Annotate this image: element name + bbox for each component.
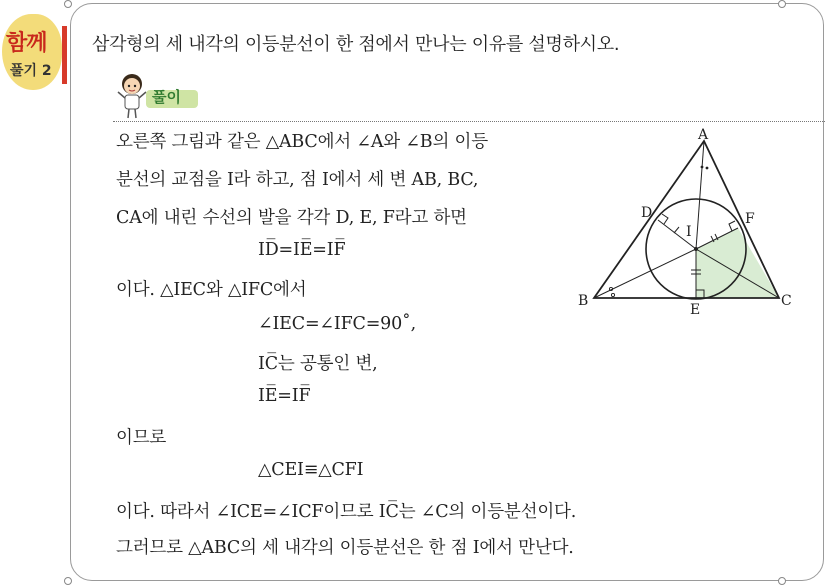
- solution-line: 그러므로 △ABC의 세 내각의 이등분선은 한 점 I에서 만난다.: [116, 538, 574, 558]
- corner-dot: [64, 577, 72, 585]
- angle-mark-a: [701, 166, 704, 169]
- solution-equation: IC̅는 공통인 변,: [258, 354, 378, 374]
- triangle-figure: [570, 125, 810, 325]
- solution-label: 풀이: [152, 88, 181, 106]
- corner-dot: [778, 577, 786, 585]
- right-angle-d: [662, 214, 668, 224]
- corner-dot: [778, 0, 786, 8]
- divider: [113, 121, 825, 122]
- label-f: F: [745, 211, 755, 227]
- angle-mark-b: [611, 293, 614, 296]
- point-i: [694, 247, 698, 251]
- solution-line: 분선의 교점을 I라 하고, 점 I에서 세 변 AB, BC,: [116, 170, 479, 190]
- label-e: E: [690, 302, 701, 318]
- solution-line: 오른쪽 그림과 같은 △ABC에서 ∠A와 ∠B의 이등: [116, 132, 488, 152]
- solution-equation: △CEI≡△CFI: [258, 460, 364, 480]
- tick-id: [674, 227, 679, 233]
- solution-line: 이므로: [116, 428, 167, 448]
- shaded-region: [696, 228, 779, 298]
- solution-equation: ∠IEC=∠IFC=90˚,: [258, 314, 416, 334]
- angle-mark-a: [706, 167, 709, 170]
- question-text: 삼각형의 세 내각의 이등분선이 한 점에서 만나는 이유를 설명하시오.: [92, 34, 620, 55]
- corner-dot: [64, 0, 72, 8]
- solution-line: 이다. △IEC와 △IFC에서: [116, 280, 307, 300]
- badge-title: 함께: [6, 31, 47, 56]
- solution-header: [116, 70, 196, 122]
- label-c: C: [781, 293, 792, 309]
- label-a: A: [698, 127, 709, 143]
- solution-equation: ID̅=IE̅=IF̅: [258, 240, 346, 260]
- label-b: B: [578, 293, 589, 309]
- label-i: I: [686, 224, 692, 240]
- label-d: D: [641, 205, 653, 221]
- solution-line: 이다. 따라서 ∠ICE=∠ICF이므로 IC̅는 ∠C의 이등분선이다.: [116, 502, 577, 522]
- solution-equation: IE̅=IF̅: [258, 386, 311, 406]
- bisector-a: [696, 141, 704, 249]
- solution-line: CA에 내린 수선의 발을 각각 D, E, F라고 하면: [116, 208, 467, 228]
- bisector-b: [594, 249, 696, 298]
- badge-subtitle: 풀기 2: [10, 63, 52, 79]
- together-solve-badge: [0, 14, 66, 98]
